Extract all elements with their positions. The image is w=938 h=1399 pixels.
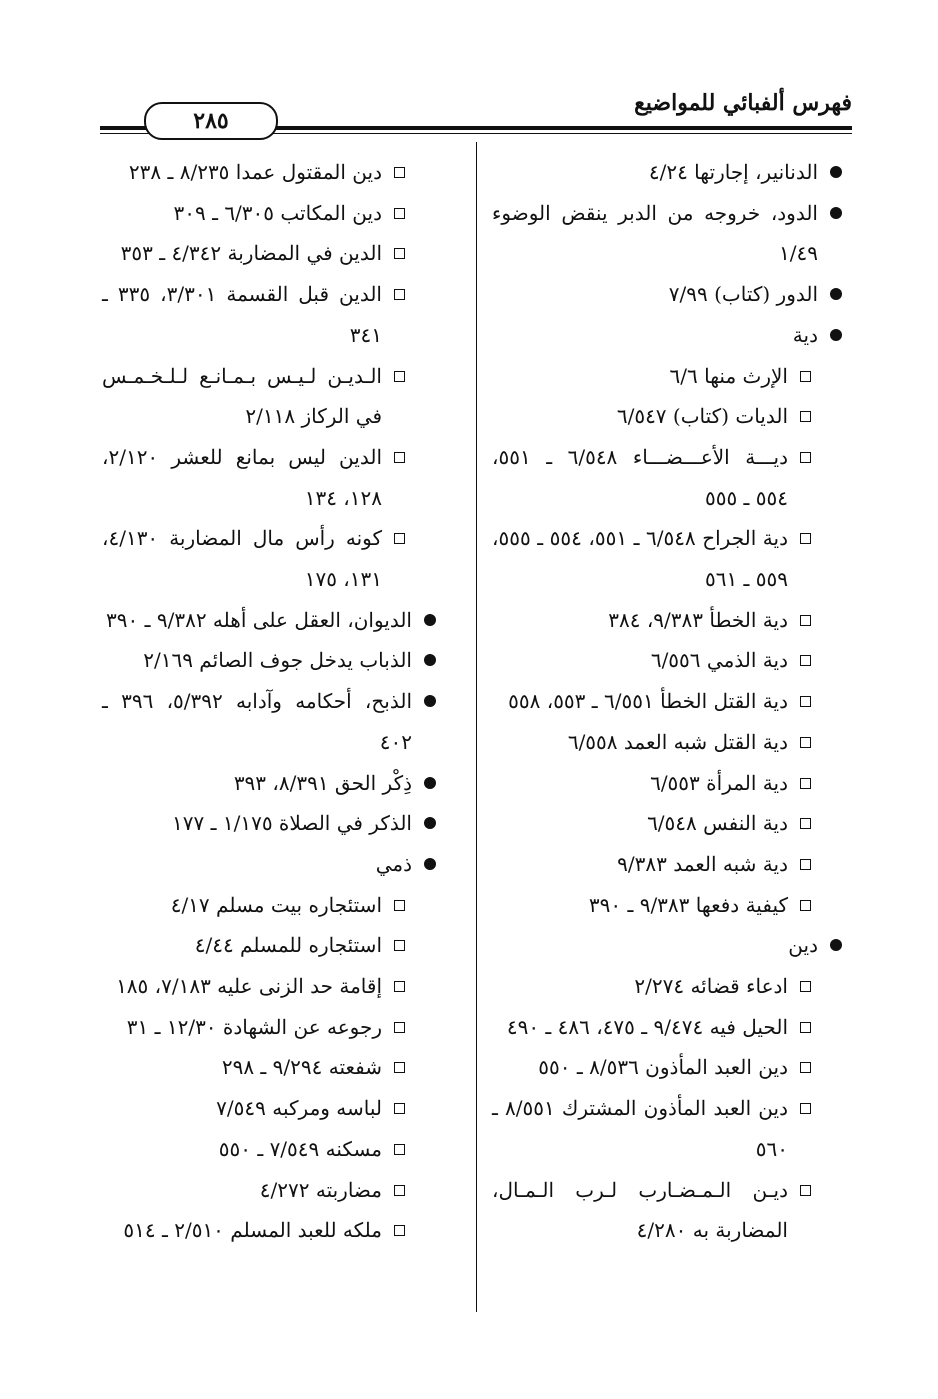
checkbox-square-icon	[800, 411, 811, 422]
index-subentry	[102, 193, 412, 234]
checkbox-square-icon	[394, 1062, 405, 1073]
entry-text: الديوان، العقل على أهله ٩/٣٨٢ ـ ٣٩٠	[106, 607, 412, 632]
index-entry	[102, 681, 442, 762]
entry-text: دية القتل شبه العمد ٦/٥٥٨	[567, 729, 788, 754]
checkbox-square-icon	[800, 452, 811, 463]
index-subentry	[492, 640, 818, 681]
left-column	[102, 152, 442, 1251]
checkbox-square-icon	[394, 208, 405, 219]
entry-text: ديـــة الأعـــضـــاء ٦/٥٤٨ ـ ٥٥١، ٥٥٤ ـ ٥٥٥	[492, 444, 788, 510]
index-subentry	[102, 966, 412, 1007]
checkbox-square-icon	[800, 1062, 811, 1073]
index-entry	[102, 844, 442, 885]
entry-text: دية الخطأ ٩/٣٨٣، ٣٨٤	[608, 607, 788, 632]
entry-text: ديـن الـمـضـارب لـرب الـمـال، المضاربة به ٤/٢٨٠	[492, 1177, 788, 1243]
entry-text: الدين قبل القسمة ٣/٣٠١، ٣٣٥ ـ ٣٤١	[102, 282, 382, 347]
checkbox-square-icon	[394, 533, 405, 544]
checkbox-square-icon	[800, 1022, 811, 1033]
checkbox-square-icon	[800, 1185, 811, 1196]
index-subentry	[102, 233, 412, 274]
index-subentry	[492, 722, 818, 763]
checkbox-square-icon	[394, 1225, 405, 1236]
index-subentry	[102, 274, 412, 355]
index-entry	[492, 274, 848, 315]
index-entry	[492, 193, 848, 274]
checkbox-square-icon	[800, 655, 811, 666]
index-subentry	[492, 803, 818, 844]
bullet-dot-icon	[424, 654, 436, 666]
index-subentry	[102, 356, 412, 437]
index-subentry	[102, 1210, 412, 1251]
checkbox-square-icon	[800, 371, 811, 382]
index-subentry	[492, 1007, 818, 1048]
checkbox-square-icon	[394, 167, 405, 178]
entry-text: الدور (كتاب) ٧/٩٩	[668, 282, 818, 307]
entry-text: كونه رأس مال المضاربة ٤/١٣٠، ١٣١، ١٧٥	[102, 526, 382, 592]
column-divider	[476, 142, 477, 1312]
index-entry	[102, 640, 442, 681]
entry-text: لباسه ومركبه ٧/٥٤٩	[216, 1096, 382, 1121]
entry-text: إقامة حد الزنى عليه ٧/١٨٣، ١٨٥	[116, 974, 382, 999]
index-entry	[102, 600, 442, 641]
bullet-dot-icon	[830, 166, 842, 178]
entry-text: دية	[792, 322, 818, 347]
index-subentry	[102, 1007, 412, 1048]
checkbox-square-icon	[800, 818, 811, 829]
bullet-dot-icon	[424, 817, 436, 829]
index-subentry	[102, 1170, 412, 1211]
entry-text: الإرث منها ٦/٦	[669, 363, 788, 388]
checkbox-square-icon	[800, 900, 811, 911]
page-number-badge: ٢٨٥	[144, 102, 278, 140]
checkbox-square-icon	[394, 940, 405, 951]
index-subentry	[492, 396, 818, 437]
entry-text: الدنانير، إجارتها ٤/٢٤	[648, 160, 818, 184]
index-entry	[492, 315, 848, 356]
index-subentry	[492, 437, 818, 518]
index-subentry	[492, 600, 818, 641]
checkbox-square-icon	[800, 778, 811, 789]
index-subentry	[102, 518, 412, 599]
index-subentry	[492, 518, 818, 599]
entry-text: مسكنه ٧/٥٤٩ ـ ٥٥٠	[218, 1136, 382, 1161]
entry-text: دين	[788, 933, 818, 958]
entry-text: دية النفس ٦/٥٤٨	[647, 811, 788, 836]
checkbox-square-icon	[394, 371, 405, 382]
checkbox-square-icon	[394, 1144, 405, 1155]
index-entry	[492, 152, 848, 193]
index-subentry	[102, 1088, 412, 1129]
bullet-dot-icon	[424, 695, 436, 707]
checkbox-square-icon	[394, 981, 405, 992]
entry-text: دية المرأة ٦/٥٥٣	[650, 770, 788, 795]
checkbox-square-icon	[800, 1103, 811, 1114]
bullet-dot-icon	[830, 329, 842, 341]
entry-text: الذكر في الصلاة ١/١٧٥ ـ ١٧٧	[172, 811, 412, 836]
entry-text: الدين في المضاربة ٤/٣٤٢ ـ ٣٥٣	[120, 241, 382, 266]
index-subentry	[102, 885, 412, 926]
index-entry	[102, 803, 442, 844]
entry-text: دية شبه العمد ٩/٣٨٣	[617, 851, 788, 876]
entry-text: كيفية دفعها ٩/٣٨٣ ـ ٣٩٠	[588, 892, 788, 917]
checkbox-square-icon	[394, 900, 405, 911]
bullet-dot-icon	[830, 939, 842, 951]
checkbox-square-icon	[394, 1022, 405, 1033]
checkbox-square-icon	[800, 615, 811, 626]
checkbox-square-icon	[394, 289, 405, 300]
page-header	[100, 88, 852, 136]
index-subentry	[102, 1047, 412, 1088]
index-subentry	[102, 437, 412, 518]
index-subentry	[492, 681, 818, 722]
entry-text: ادعاء قضائه ٢/٢٧٤	[634, 974, 788, 999]
index-subentry	[492, 1088, 818, 1169]
entry-text: دين المكاتب ٦/٣٠٥ ـ ٣٠٩	[173, 200, 382, 225]
index-subentry	[492, 844, 818, 885]
checkbox-square-icon	[800, 737, 811, 748]
index-subentry	[492, 1047, 818, 1088]
checkbox-square-icon	[394, 248, 405, 259]
entry-text: الديات (كتاب) ٦/٥٤٧	[616, 404, 788, 429]
bullet-dot-icon	[424, 614, 436, 626]
checkbox-square-icon	[394, 452, 405, 463]
checkbox-square-icon	[394, 1103, 405, 1114]
entry-text: الذبح، أحكامه وآدابه ٥/٣٩٢، ٣٩٦ ـ ٤٠٢	[102, 689, 413, 754]
index-subentry	[492, 1170, 818, 1251]
entry-text: استئجاره للمسلم ٤/٤٤	[194, 933, 382, 958]
bullet-dot-icon	[830, 207, 842, 219]
entry-text: دين المقتول عمدا ٨/٢٣٥ ـ ٢٣٨	[128, 160, 382, 184]
entry-text: دين العبد المأذون المشترك ٨/٥٥١ ـ ٥٦٠	[492, 1096, 788, 1161]
index-subentry	[102, 152, 412, 193]
entry-text: دية الجراح ٦/٥٤٨ ـ ٥٥١، ٥٥٤ ـ ٥٥٥، ٥٥٩ ـ ٥٦١	[492, 526, 788, 592]
index-subentry	[102, 1129, 412, 1170]
entry-text: ملكه للعبد المسلم ٢/٥١٠ ـ ٥١٤	[123, 1218, 382, 1243]
checkbox-square-icon	[800, 533, 811, 544]
entry-text: شفعته ٩/٢٩٤ ـ ٢٩٨	[221, 1055, 382, 1080]
checkbox-square-icon	[800, 859, 811, 870]
index-subentry	[102, 925, 412, 966]
entry-text: ذمي	[375, 851, 412, 876]
entry-text: الـديـن لـيـس بـمـانـع لـلـخـمـس في الركاز ٢/١١٨	[102, 363, 382, 429]
checkbox-square-icon	[800, 696, 811, 707]
entry-text: الحيل فيه ٩/٤٧٤ ـ ٤٧٥، ٤٨٦ ـ ٤٩٠	[506, 1014, 788, 1039]
entry-text: دين العبد المأذون ٨/٥٣٦ ـ ٥٥٠	[538, 1055, 788, 1080]
index-subentry	[492, 763, 818, 804]
index-subentry	[492, 966, 818, 1007]
entry-text: رجوعه عن الشهادة ١٢/٣٠ ـ ٣١	[126, 1014, 382, 1039]
checkbox-square-icon	[800, 981, 811, 992]
bullet-dot-icon	[424, 777, 436, 789]
bullet-dot-icon	[424, 858, 436, 870]
index-entry	[102, 763, 442, 804]
entry-text: دية القتل الخطأ ٦/٥٥١ ـ ٥٥٣، ٥٥٨	[508, 689, 788, 714]
bullet-dot-icon	[830, 288, 842, 300]
index-subentry	[492, 356, 818, 397]
entry-text: الذباب يدخل جوف الصائم ٢/١٦٩	[143, 648, 412, 673]
entry-text: ذِكْر الحق ٨/٣٩١، ٣٩٣	[233, 770, 412, 795]
entry-text: استئجاره بيت مسلم ٤/١٧	[170, 892, 382, 917]
entry-text: الدود، خروجه من الدبر ينقض الوضوء ١/٤٩	[492, 200, 818, 266]
entry-text: مضاربته ٤/٢٧٢	[259, 1177, 382, 1202]
page-title: فهرس ألفبائي للمواضيع	[634, 90, 852, 116]
index-entry	[492, 925, 848, 966]
index-subentry	[492, 885, 818, 926]
right-column	[492, 152, 848, 1251]
checkbox-square-icon	[394, 1185, 405, 1196]
entry-text: دية الذمي ٦/٥٥٦	[650, 648, 788, 673]
entry-text: الدين ليس بمانع للعشر ٢/١٢٠، ١٢٨، ١٣٤	[102, 444, 382, 510]
